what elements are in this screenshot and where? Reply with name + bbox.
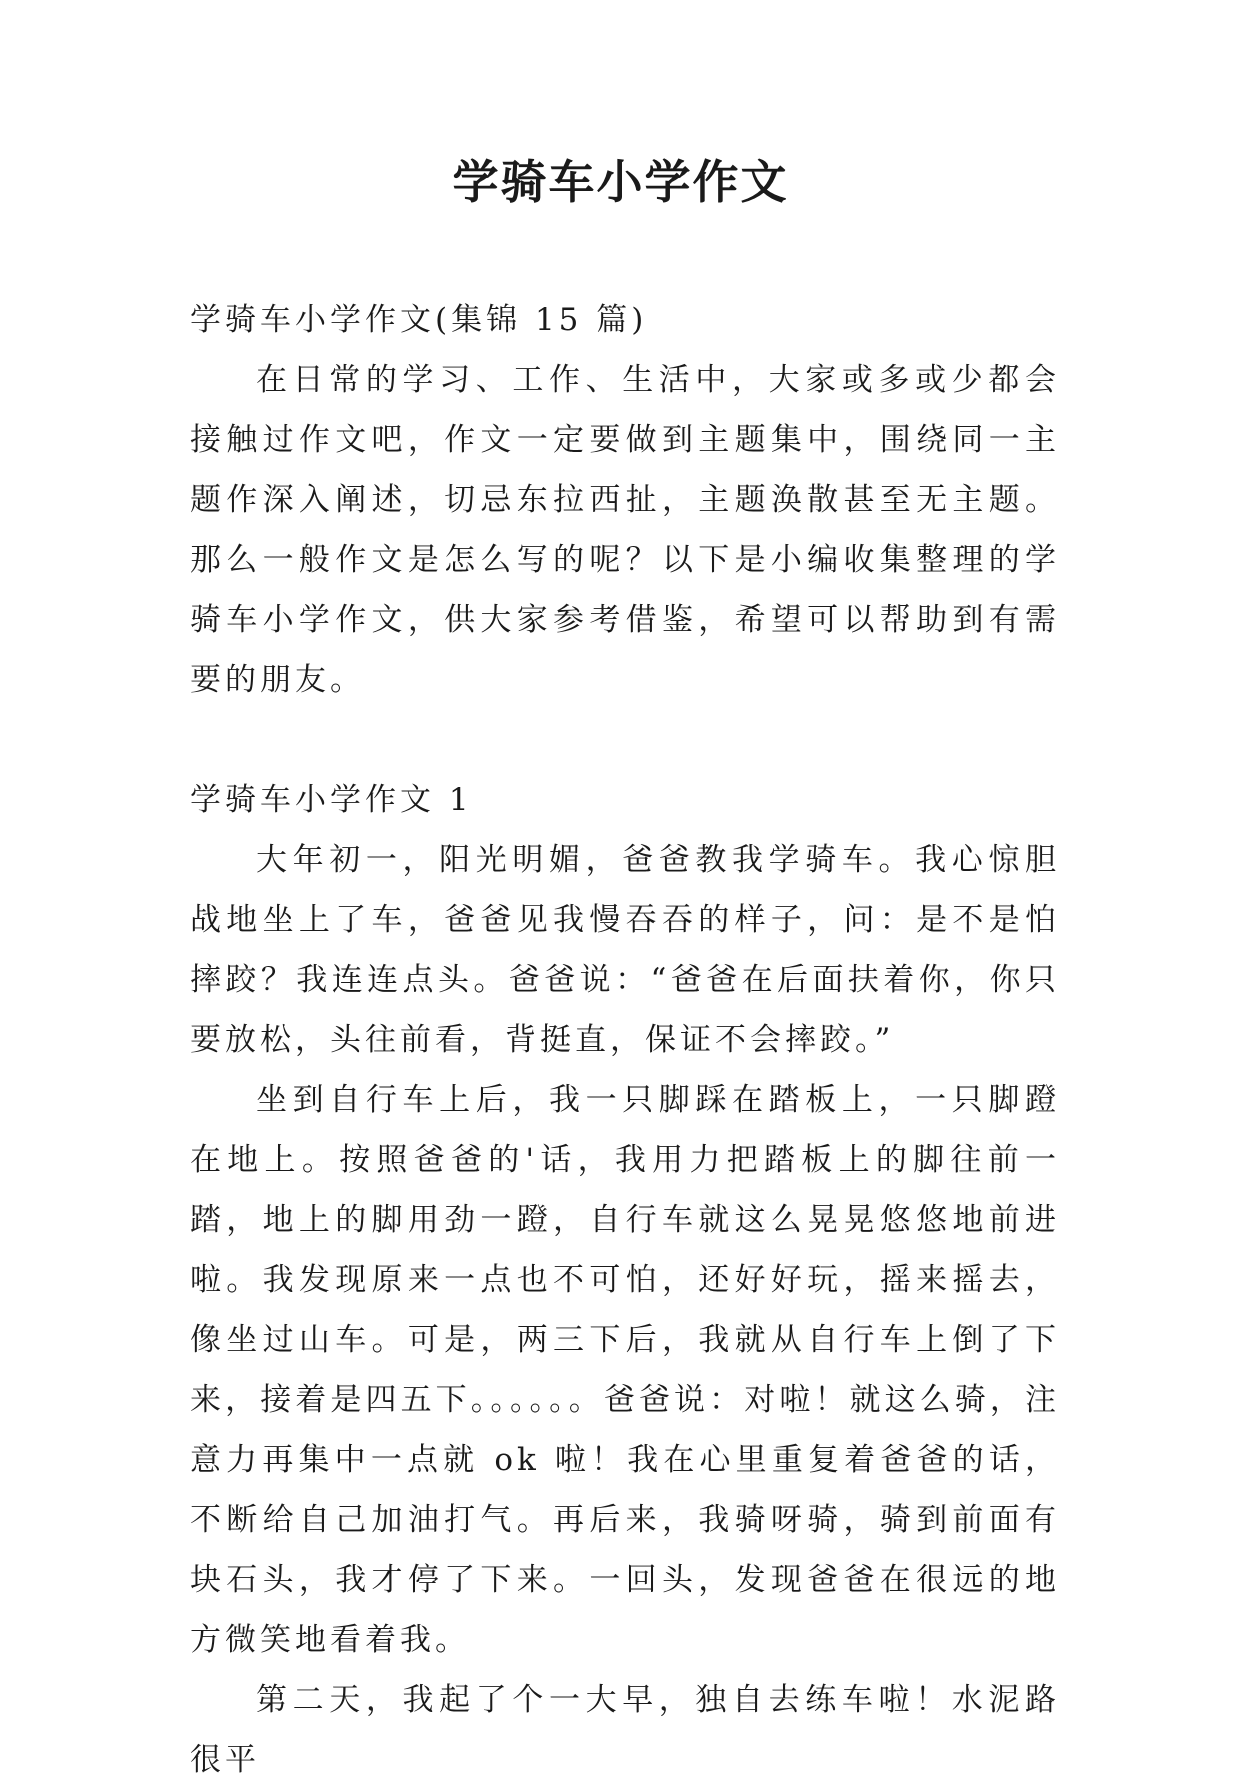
document-title: 学骑车小学作文 xyxy=(452,155,789,209)
intro-paragraph: 在日常的学习、工作、生活中，大家或多或少都会接触过作文吧，作文一定要做到主题集中，围绕同一主题作深入阐述，切忌东拉西扯，主题涣散甚至无主题。那么一般作文是怎么写的呢？以下是小编收集整理的学骑车小学作文，供大家参考借鉴，希望可以帮助到有需要的朋友。 xyxy=(190,362,1060,698)
essay-heading: 学骑车小学作文 1 xyxy=(190,782,473,818)
collection-subtitle: 学骑车小学作文(集锦 15 篇) xyxy=(190,302,648,338)
document-body xyxy=(190,290,1060,1790)
essay-paragraph: 大年初一，阳光明媚，爸爸教我学骑车。我心惊胆战地坐上了车，爸爸见我慢吞吞的样子，问：是不是怕摔跤？我连连点头。爸爸说：“爸爸在后面扶着你，你只要放松，头往前看，背挺直，保证不会摔跤。” xyxy=(190,842,1060,1058)
essay-paragraph: 第二天，我起了个一大早，独自去练车啦！水泥路很平 xyxy=(190,1682,1060,1778)
essay-paragraph: 坐到自行车上后，我一只脚踩在踏板上，一只脚蹬在地上。按照爸爸的'话，我用力把踏板上的脚往前一踏，地上的脚用劲一蹬，自行车就这么晃晃悠悠地前进啦。我发现原来一点也不可怕，还好好玩，摇来摇去，像坐过山车。可是，两三下后，我就从自行车上倒了下来，接着是四五下。。。。。。爸爸说：对啦！就这么骑，注意力再集中一点就 ok 啦！我在心里重复着爸爸的话，不断给自己加油打气。再后来，我骑呀骑，骑到前面有块石头，我才停了下来。一回头，发现爸爸在很远的地方微笑地看着我。 xyxy=(190,1082,1060,1658)
